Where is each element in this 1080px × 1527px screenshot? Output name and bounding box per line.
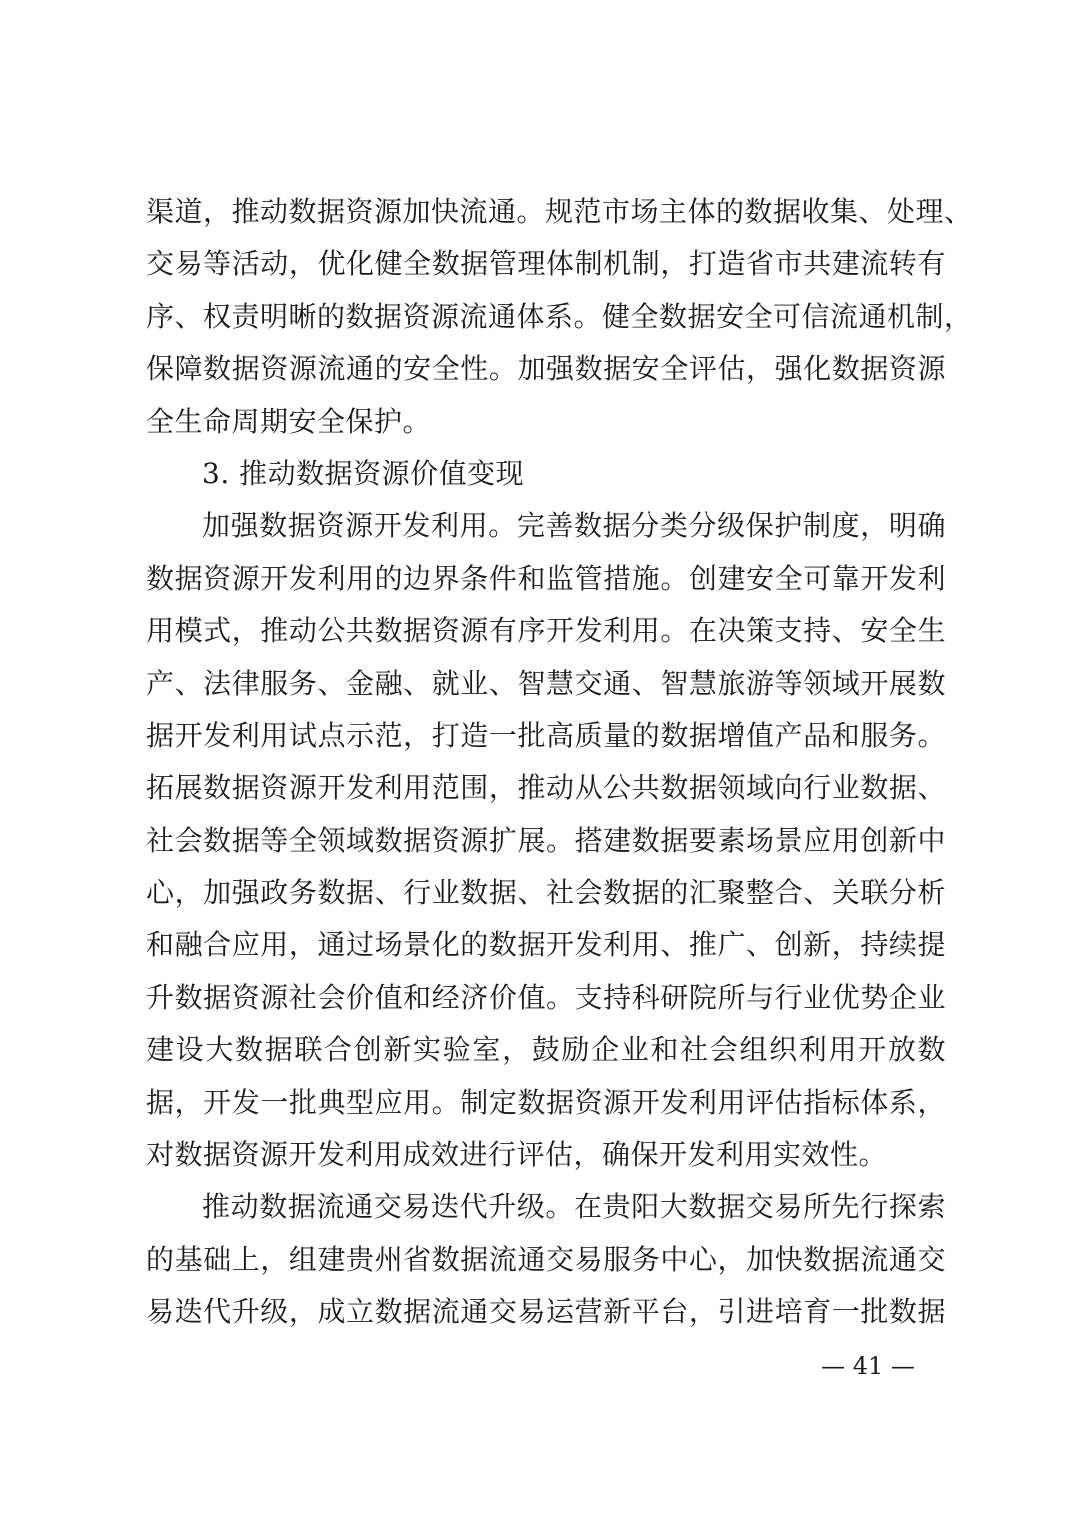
text-line: 数据资源开发利用的边界条件和监管措施。创建安全可靠开发利	[146, 561, 946, 595]
text-line: 拓展数据资源开发利用范围，推动从公共数据领域向行业数据、	[146, 771, 946, 805]
text-line: 交易等活动，优化健全数据管理体制机制，打造省市共建流转有	[146, 247, 946, 281]
text-line: 加强数据资源开发利用。完善数据分类分级保护制度，明确	[202, 509, 946, 543]
text-line: 据开发利用试点示范，打造一批高质量的数据增值产品和服务。	[146, 718, 946, 752]
text-line: 序、权责明晰的数据资源流通体系。健全数据安全可信流通机制，	[146, 299, 973, 333]
text-line: 社会数据等全领域数据资源扩展。搭建数据要素场景应用创新中	[146, 823, 946, 857]
text-line: 建设大数据联合创新实验室，鼓励企业和社会组织利用开放数	[146, 1033, 946, 1067]
text-line: 据，开发一批典型应用。制定数据资源开发利用评估指标体系，	[146, 1085, 946, 1119]
text-line: 的基础上，组建贵州省数据流通交易服务中心，加快数据流通交	[146, 1242, 946, 1276]
section-heading: 3. 推动数据资源价值变现	[202, 456, 525, 490]
body-text	[146, 186, 973, 1339]
text-line: 升数据资源社会价值和经济价值。支持科研院所与行业优势企业	[146, 980, 946, 1014]
text-line: 易迭代升级，成立数据流通交易运营新平台，引进培育一批数据	[146, 1295, 946, 1329]
text-line: 产、法律服务、金融、就业、智慧交通、智慧旅游等领域开展数	[146, 666, 946, 700]
page-number: — 41 —	[821, 1352, 915, 1380]
text-line: 用模式，推动公共数据资源有序开发利用。在决策支持、安全生	[146, 614, 946, 648]
text-line: 推动数据流通交易迭代升级。在贵阳大数据交易所先行探索	[202, 1190, 946, 1224]
text-line: 和融合应用，通过场景化的数据开发利用、推广、创新，持续提	[146, 928, 946, 962]
text-line: 渠道，推动数据资源加快流通。规范市场主体的数据收集、处理、	[146, 195, 973, 228]
text-line: 心，加强政务数据、行业数据、社会数据的汇聚整合、关联分析	[146, 876, 946, 910]
text-line: 全生命周期安全保护。	[146, 404, 432, 438]
text-line: 对数据资源开发利用成效进行评估，确保开发利用实效性。	[146, 1138, 888, 1172]
text-line: 保障数据资源流通的安全性。加强数据安全评估，强化数据资源	[146, 352, 946, 386]
